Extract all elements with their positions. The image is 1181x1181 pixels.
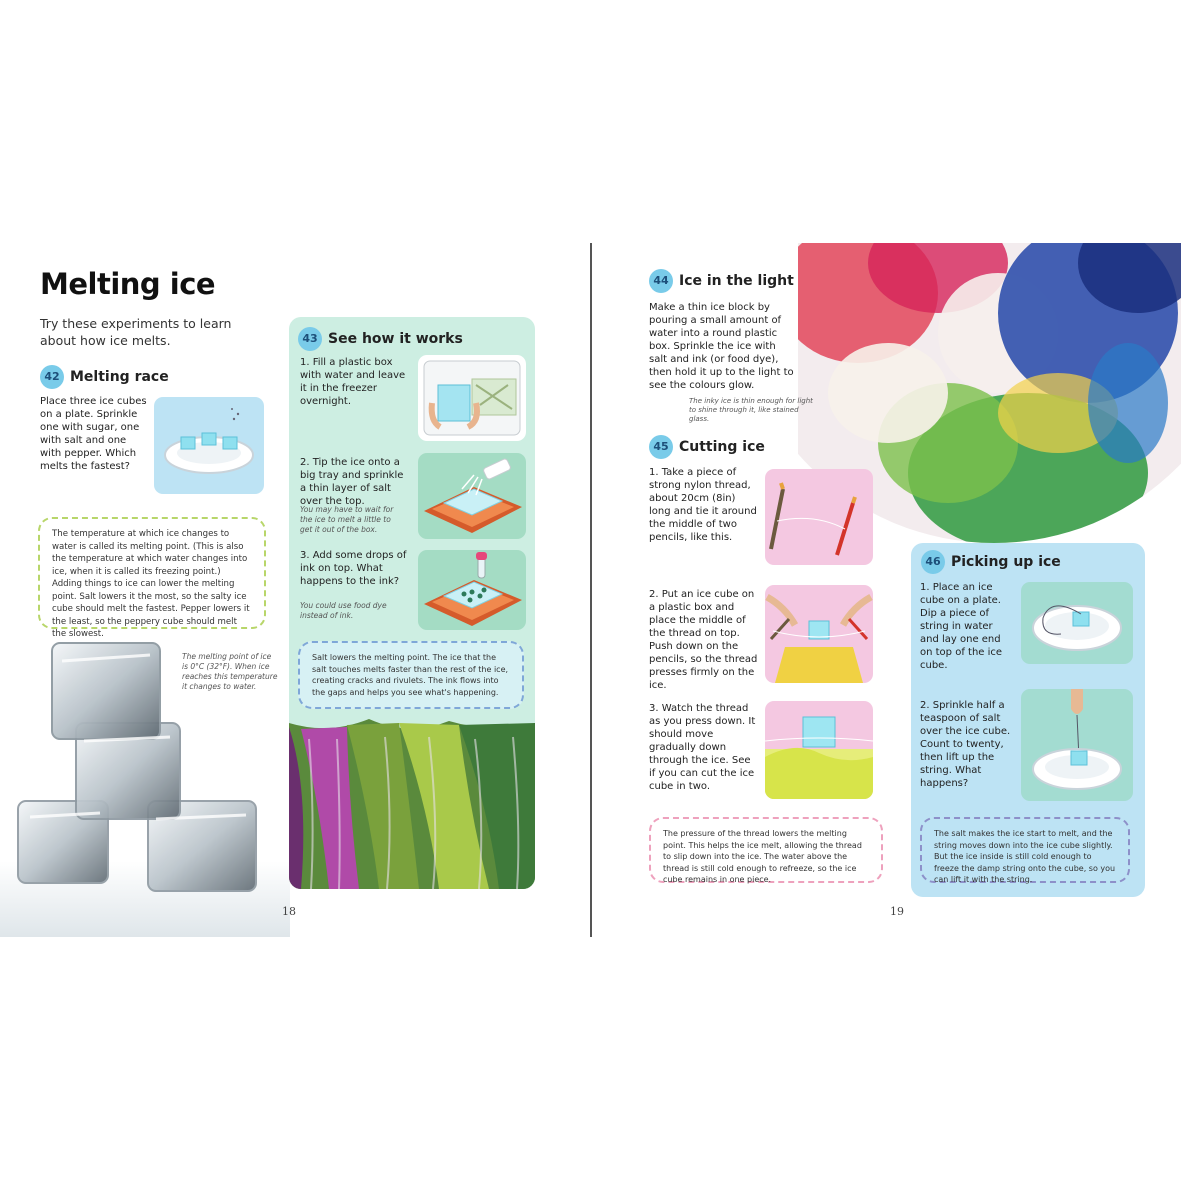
exp42-number-badge: 42 [40, 365, 64, 389]
exp46-title: Picking up ice [951, 554, 1061, 570]
exp43-title: See how it works [328, 331, 463, 347]
exp42-text: Place three ice cubes on a plate. Sprinkle one with sugar, one with salt and one with pepper. Which melts the fastest? [40, 396, 147, 472]
exp43-step2: 2. Tip the ice onto a big tray and sprinkle a thin layer of salt over the top. [300, 457, 404, 507]
exp43-number-badge: 43 [298, 327, 322, 351]
pencils-pressing-illustration [765, 585, 873, 683]
exp46-number-badge: 46 [921, 550, 945, 574]
ice-box-illustration [418, 355, 526, 441]
exp45-title: Cutting ice [679, 439, 765, 455]
exp45-step2: 2. Put an ice cube on a plastic box and place the middle of the thread on top. Push down on the pencils, so the thread presses firmly on the ice. [649, 589, 758, 691]
exp46-heading [921, 550, 1061, 574]
book-spread [0, 243, 1181, 937]
exp44-text: Make a thin ice block by pouring a small amount of water into a round plastic box. Sprinkle the ice with salt and ink (or food dye), then hold it up to the light to see the colours glow. [649, 302, 794, 391]
ink-dropper-illustration [418, 550, 526, 630]
exp45-number-badge: 45 [649, 435, 673, 459]
exp44-title: Ice in the light [679, 273, 794, 289]
exp46-step2: 2. Sprinkle half a teaspoon of salt over the ice cube. Count to twenty, then lift up the string. What happens? [920, 700, 1011, 789]
thread-cut-illustration [765, 701, 873, 799]
pencils-thread-illustration [765, 469, 873, 565]
exp43-step1: 1. Fill a plastic box with water and leave it in the freezer overnight. [300, 357, 406, 407]
page-number-right: 19 [890, 905, 904, 918]
salt-sprinkle-illustration [1021, 689, 1133, 801]
exp43-heading [298, 327, 463, 351]
left-page [0, 243, 590, 937]
exp46-explanation-box: The salt makes the ice start to melt, and the string moves down into the ice cube slightly. But the ice inside is still cold enough to freeze the damp string onto the cube, so you can lift it with the string. [920, 817, 1130, 883]
exp42-heading [40, 365, 169, 389]
page-number-left: 18 [282, 905, 296, 918]
salt-tray-illustration [418, 453, 526, 539]
intro-text: Try these experiments to learn about how ice melts. [40, 316, 232, 348]
exp45-step1: 1. Take a piece of strong nylon thread, about 20cm (8in) long and tie it around the middle of two pencils, like this. [649, 467, 757, 543]
plate-string-illustration [1021, 582, 1133, 664]
exp43-step3-note: You could use food dye instead of ink. [300, 601, 387, 620]
ink-rivulets-photo [289, 709, 535, 889]
melting-point-explanation-box: The temperature at which ice changes to water is called its melting point. (This is also the temperature at which water changes into ice, when it is called its freezing point.) Adding things to ice can lower the melting point. Salt lowers it the most, so the salty ice cube should melt the fastest. Pepper lowers it the least, so the peppery cube should melt the slowest. [38, 517, 266, 629]
exp42-title: Melting race [70, 369, 169, 385]
melting-point-note: The melting point of ice is 0°C (32°F). When ice reaches this temperature it changes to water. [182, 652, 278, 691]
exp44-heading [649, 269, 794, 293]
exp43-step2-note: You may have to wait for the ice to melt a little to get it out of the box. [300, 505, 394, 534]
exp44-caption: The inky ice is thin enough for light to shine through it, like stained glass. [689, 397, 813, 423]
exp45-explanation-box: The pressure of the thread lowers the melting point. This helps the ice melt, allowing the thread to slip down into the ice. The water above the thread is still cold enough to refreeze, so the ice cube remains in one piece. [649, 817, 883, 883]
exp43-explanation-box: Salt lowers the melting point. The ice that the salt touches melts faster than the rest of the ice, creating cracks and rivulets. The ink flows into the gaps and helps you see what's happening. [298, 641, 524, 709]
page-gutter [590, 243, 592, 937]
ice-cubes-plate-illustration [154, 397, 264, 494]
exp45-heading [649, 435, 765, 459]
page-title: Melting ice [40, 267, 216, 301]
exp44-number-badge: 44 [649, 269, 673, 293]
right-page [593, 243, 1181, 937]
exp45-step3: 3. Watch the thread as you press down. It should move gradually down through the ice. See if you can cut the ice cube in two. [649, 703, 756, 792]
exp43-step3: 3. Add some drops of ink on top. What happens to the ink? [300, 550, 407, 587]
exp46-step1: 1. Place an ice cube on a plate. Dip a piece of string in water and lay one end on top of the ice cube. [920, 582, 1003, 671]
